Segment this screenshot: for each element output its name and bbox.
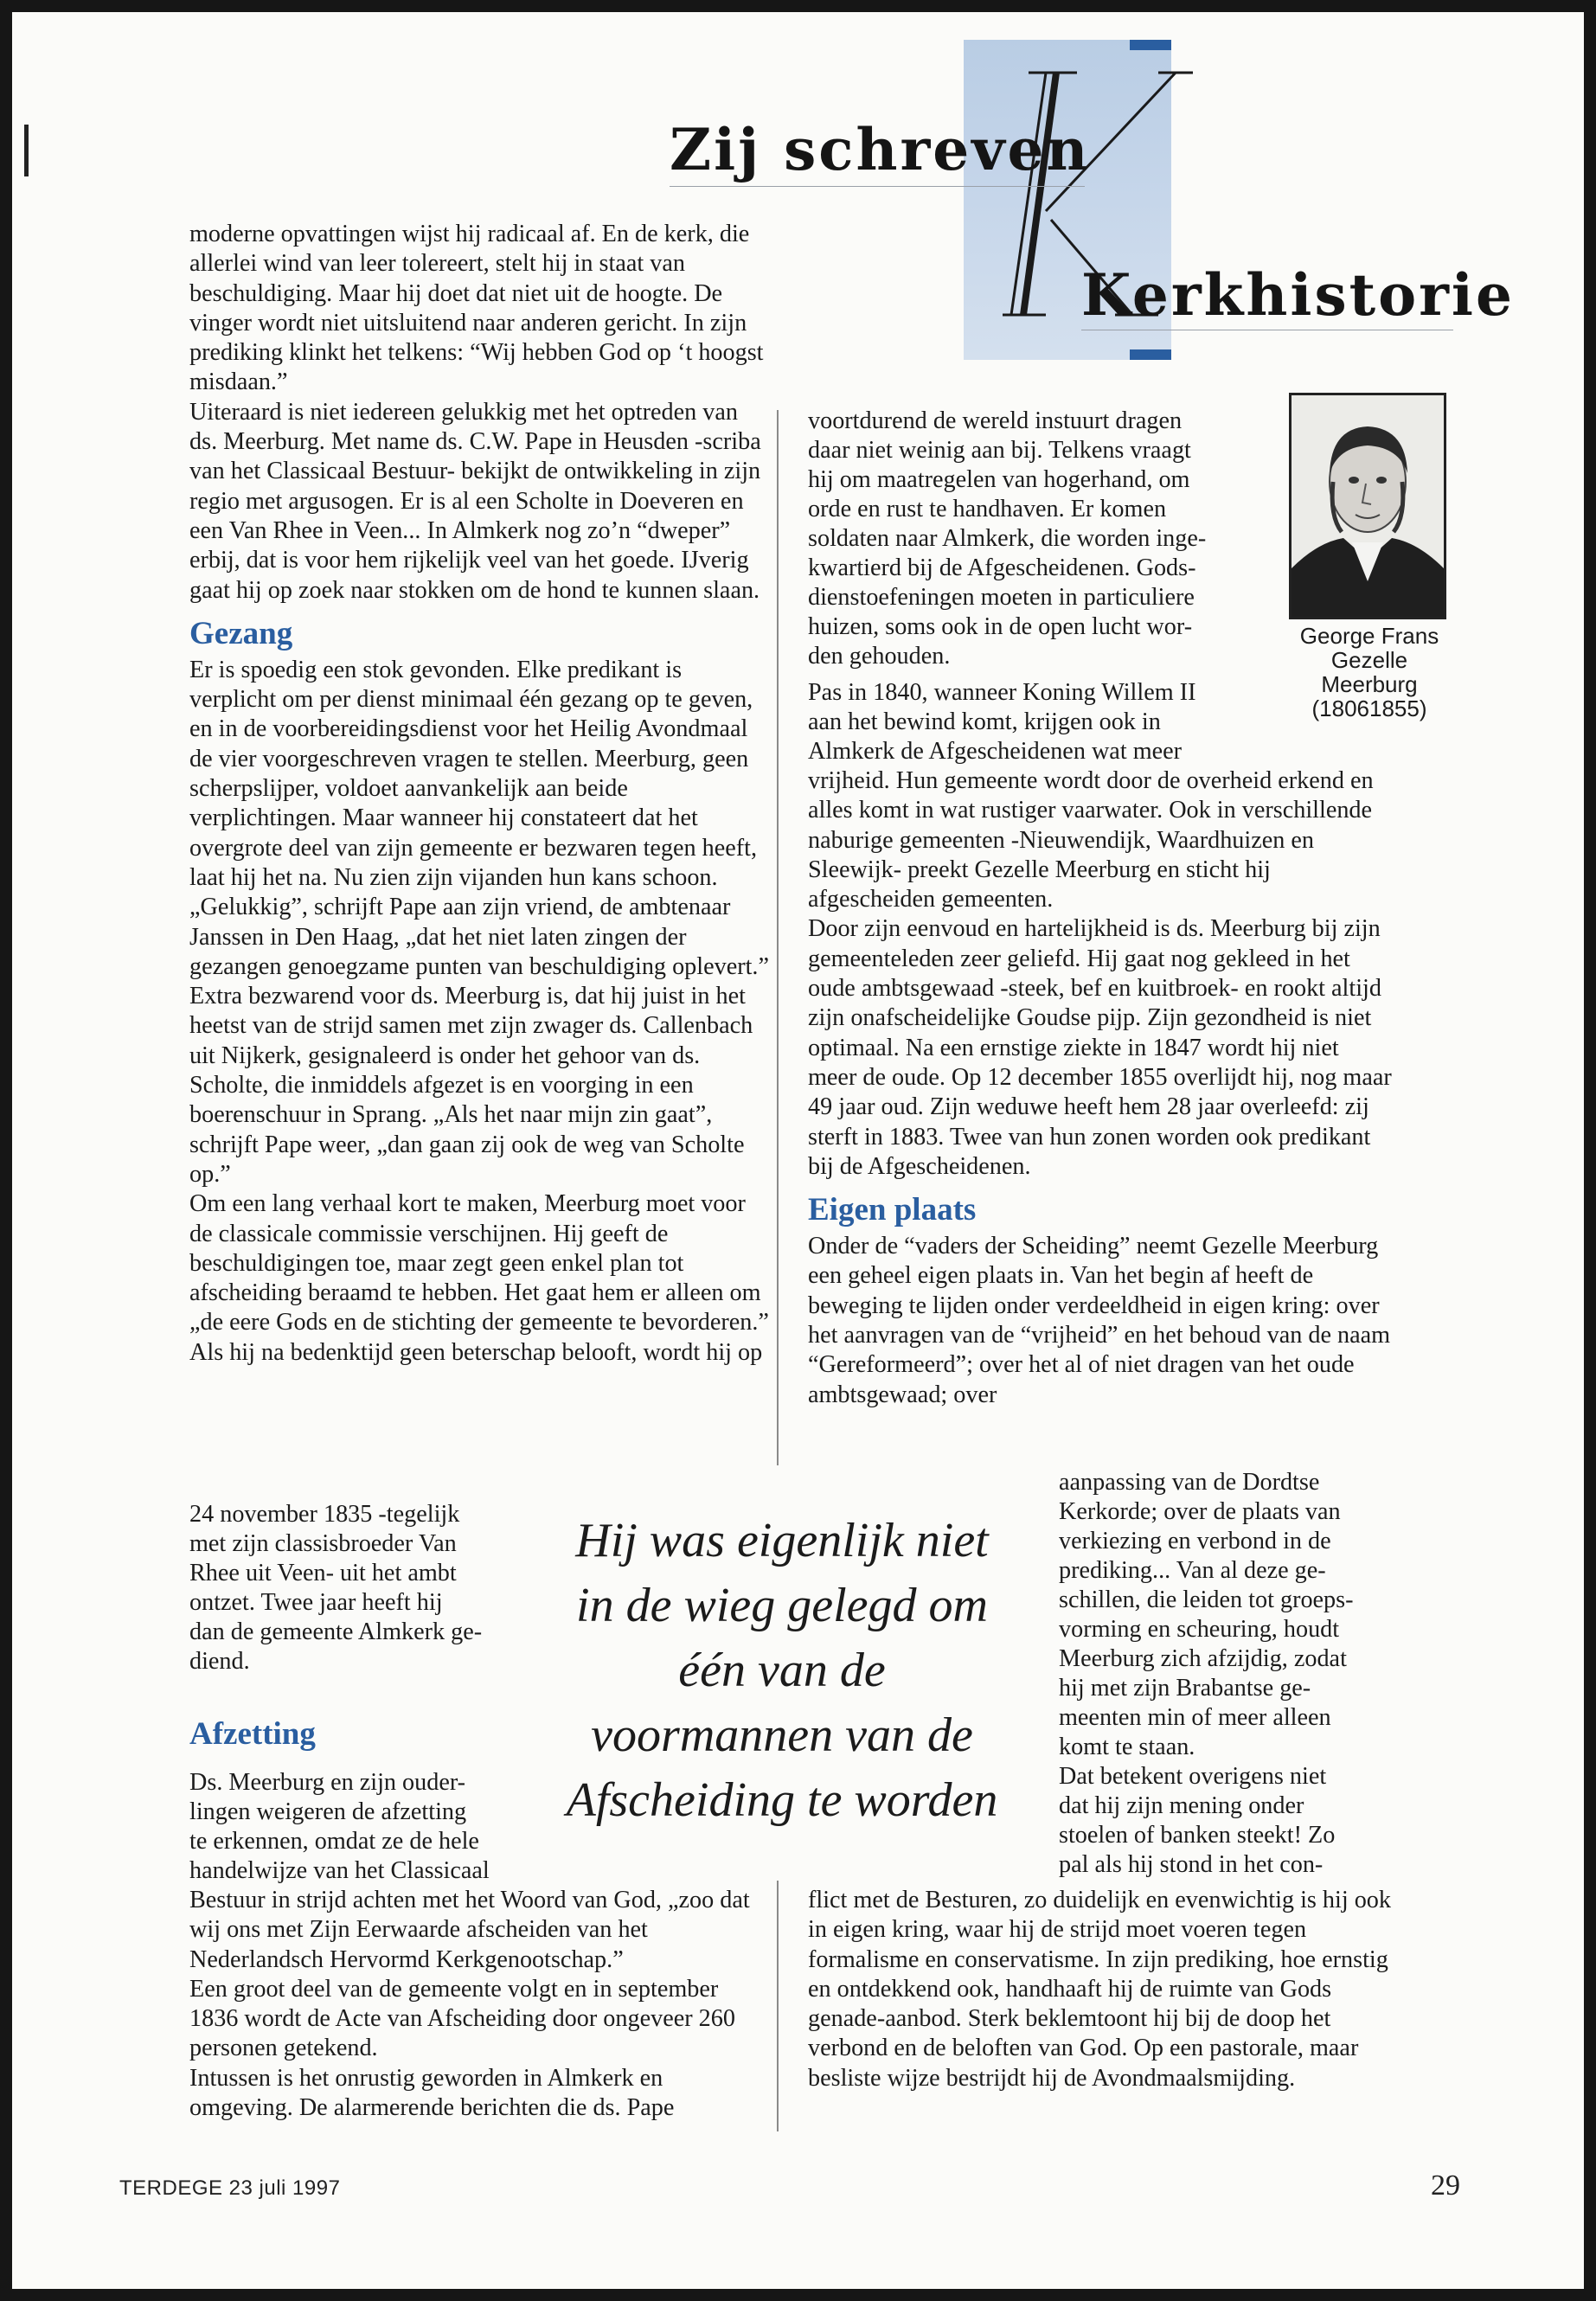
wrap-line: diend. bbox=[189, 1648, 250, 1675]
paragraph: Door zijn eenvoud en hartelijkheid is ds. Meerburg bij zijn gemeenteleden zeer geliefd. Hij gaat nog gekleed in het oude ambtsgewaad -steek, bef en kuitbroek- en rookt altijd zijn onafscheidelijke Goudse pijp. Zijn gezondheid is niet optimaal. Na een ernstige ziekte in 1847 wordt hij niet meer de oude. Op 12 december 1855 overlijdt hij, nog maar 49 jaar oud. Zijn weduwe heeft hem 28 jaar overleefd: zij sterft in 1883. Twee van hun zonen worden ook predikant bij de Afgescheidenen. bbox=[808, 915, 1392, 1180]
wrap-line: hij om maatregelen van hogerhand, om bbox=[808, 466, 1190, 493]
pull-quote-line: voormannen van de bbox=[591, 1708, 973, 1762]
edge-mark bbox=[24, 125, 29, 176]
wrap-line: Rhee uit Veen- uit het ambt bbox=[189, 1560, 457, 1586]
wrap-line: Meerburg zich afzijdig, zodat bbox=[1059, 1645, 1347, 1672]
caption-line: George Frans bbox=[1299, 623, 1439, 649]
wrap-line: komt te staan. bbox=[1059, 1734, 1195, 1760]
wrap-line: 24 november 1835 -tegelijk bbox=[189, 1501, 460, 1528]
wrap-line: daar niet weinig aan bij. Telkens vraagt bbox=[808, 437, 1191, 464]
column-right-lower bbox=[808, 1886, 1393, 2093]
wrap-line: Almkerk de Afgescheidenen wat meer bbox=[808, 738, 1183, 765]
footer-publication: TERDEGE 23 juli 1997 bbox=[119, 2176, 341, 2200]
paragraph: Intussen is het onrustig geworden in Almkerk en omgeving. De alarmerende berichten die ds. Pape bbox=[189, 2064, 675, 2122]
header-rule-top bbox=[670, 186, 1085, 187]
paragraph: Bestuur in strijd achten met het Woord van God, „zoo dat wij ons met Zijn Eerwaarde afscheiden van het Nederlandsch Hervormd Kerkgenootschap.” bbox=[189, 1887, 750, 1973]
wrap-line: verkiezing en verbond in de bbox=[1059, 1528, 1331, 1554]
portrait-image bbox=[1289, 393, 1446, 619]
portrait-caption bbox=[1277, 624, 1462, 721]
wrap-line: Dat betekent overigens niet bbox=[1059, 1763, 1327, 1790]
wrap-line: soldaten naar Almkerk, die worden inge- bbox=[808, 525, 1207, 552]
header-title-part1: Zij schreven bbox=[670, 116, 1091, 183]
column-divider bbox=[777, 410, 779, 1465]
paragraph: Een groot deel van de gemeente volgt en in september 1836 wordt de Acte van Afscheiding door ongeveer 260 personen getekend. bbox=[189, 1975, 735, 2062]
wrap-line: ontzet. Twee jaar heeft hij bbox=[189, 1589, 443, 1616]
wrap-line: dan de gemeente Almkerk ge- bbox=[189, 1618, 483, 1645]
pull-quote bbox=[531, 1509, 1033, 1833]
header-title-part2: Kerkhistorie bbox=[1081, 261, 1515, 329]
column-left-upper bbox=[189, 220, 769, 1368]
wrap-line: pal als hij stond in het con- bbox=[1059, 1851, 1324, 1878]
section-heading-gezang: Gezang bbox=[189, 615, 293, 651]
column-divider bbox=[777, 1881, 779, 2131]
wrap-line: aan het bewind komt, krijgen ook in bbox=[808, 708, 1161, 735]
header-accent-tab-top bbox=[1130, 40, 1171, 50]
paragraph: Uiteraard is niet iedereen gelukkig met het optreden van ds. Meerburg. Met name ds. C.W. Pape in Heusden -scriba van het Classicaal Bestuur- bekijkt de ontwikkeling in zijn regio met argusogen. Er is al een Scholte in Doeveren en een Van Rhee in Veen... In Almkerk nog zo’n “dweper” erbij, dat is voor hem rijkelijk veel van het goede. IJverig gaat hij op zoek naar stokken om de hond te kunnen slaan. bbox=[189, 398, 761, 604]
pull-quote-line: Hij was eigenlijk niet bbox=[575, 1514, 989, 1567]
wrap-line: met zijn classisbroeder Van bbox=[189, 1530, 457, 1557]
wrap-line: huizen, soms ook in de open lucht wor- bbox=[808, 613, 1193, 640]
wrap-line: hij met zijn Brabantse ge- bbox=[1059, 1675, 1311, 1702]
header-accent-tab-bottom bbox=[1130, 349, 1171, 360]
wrap-line: dienstoefeningen moeten in particuliere bbox=[808, 584, 1195, 611]
wrap-line: vorming en scheuring, houdt bbox=[1059, 1616, 1340, 1643]
wrap-line: handelwijze van het Classicaal bbox=[189, 1857, 490, 1884]
wrap-line: meenten min of meer alleen bbox=[1059, 1704, 1331, 1731]
paragraph: moderne opvattingen wijst hij radicaal af. En de kerk, die allerlei wind van leer tolereert, stelt hij in staat van beschuldiging. Maar hij doet dat niet uit de hoogte. De vinger wordt niet uitsluitend naar anderen gericht. In zijn prediking klinkt het telkens: “Wij hebben God op ‘t hoogst misdaan.” bbox=[189, 221, 764, 396]
caption-line: (18061855) bbox=[1311, 695, 1427, 721]
wrap-line: Pas in 1840, wanneer Koning Willem II bbox=[808, 679, 1196, 706]
pull-quote-line: Afscheiding te worden bbox=[566, 1773, 998, 1827]
paragraph: Er is spoedig een stok gevonden. Elke predikant is verplicht om per dienst minimaal één gezang op te geven, en in de voorbereidingsdienst voor het Heilig Avondmaal de vier voorgeschreven vragen te stellen. Meerburg, geen scherpslijper, voldoet aanvankelijk aan beide verplichtingen. Maar wanneer hij constateert dat het overgrote deel van zijn gemeente er bezwaren tegen heeft, laat hij het na. Nu zien zijn vijanden hun kans schoon. „Gelukkig”, schrijft Pape aan zijn vriend, de ambtenaar Janssen in Den Haag, „dat het niet laten zingen der gezangen genoegzame punten van beschuldiging oplevert.” bbox=[189, 656, 769, 980]
wrap-line: Kerkorde; over de plaats van bbox=[1059, 1498, 1341, 1525]
section-heading-afzetting: Afzetting bbox=[189, 1716, 316, 1752]
pull-quote-line: in de wieg gelegd om bbox=[576, 1579, 988, 1632]
column-left-lower bbox=[189, 1886, 769, 2123]
wrap-line: den gehouden. bbox=[808, 643, 951, 670]
pull-quote-line: één van de bbox=[678, 1644, 886, 1697]
paragraph: Onder de “vaders der Scheiding” neemt Gezelle Meerburg een geheel eigen plaats in. Van het begin af heeft de beweging te lijden onder verdeeldheid in eigen kring: over het aanvragen van de “vrijheid” en het behoud van de naam “Gereformeerd”; over het al of niet dragen van het oude ambtsgewaad; over bbox=[808, 1233, 1391, 1408]
wrap-line: schillen, die leiden tot groeps- bbox=[1059, 1586, 1354, 1613]
page-number: 29 bbox=[1431, 2170, 1460, 2202]
column-right-upper bbox=[808, 766, 1393, 1410]
wrap-line: voortdurend de wereld instuurt dragen bbox=[808, 407, 1183, 434]
paragraph: vrijheid. Hun gemeente wordt door de overheid erkend en alles komt in wat rustiger vaarwater. Ook in verschillende naburige gemeenten -Nieuwendijk, Waardhuizen en Sleewijk- preekt Gezelle Meerburg en sticht hij afgescheiden gemeenten. bbox=[808, 767, 1374, 913]
wrap-line: prediking... Van al deze ge- bbox=[1059, 1557, 1326, 1584]
portrait-drawing bbox=[1292, 395, 1444, 617]
paragraph: Om een lang verhaal kort te maken, Meerburg moet voor de classicale commissie verschijnen. Hij geeft de beschuldigingen toe, maar zegt geen enkel plan tot afscheiding beraamd te hebben. Het gaat hem er alleen om „de eere Gods en de stichting der gemeente te bevorderen.” Als hij na bedenktijd geen beterschap belooft, wordt hij op bbox=[189, 1190, 769, 1366]
paragraph: Extra bezwarend voor ds. Meerburg is, dat hij juist in het heetst van de strijd samen met zijn zwager ds. Callenbach uit Nijkerk, gesignaleerd is onder het gehoor van ds. Scholte, die inmiddels afgezet is en voorging in een boerenschuur in Sprang. „Als het naar mijn zin gaat”, schrijft Pape weer, „dan gaan zij ook de weg van Scholte op.” bbox=[189, 983, 753, 1188]
section-heading-eigen-plaats: Eigen plaats bbox=[808, 1192, 977, 1228]
caption-line: Gezelle bbox=[1330, 647, 1408, 673]
wrap-line: aanpassing van de Dordtse bbox=[1059, 1469, 1320, 1496]
wrap-line: dat hij zijn mening onder bbox=[1059, 1792, 1304, 1819]
paragraph: flict met de Besturen, zo duidelijk en evenwichtig is hij ook in eigen kring, waar hij de strijd moet voeren tegen formalisme en conservatisme. In zijn prediking, hoe ernstig en ontdekkend ook, handhaaft hij de ruimte van Gods genade-aanbod. Sterk beklemtoont hij bij de doop het verbond en de beloften van God. Op een pastorale, maar besliste wijze bestrijdt hij de Avondmaalsmijding. bbox=[808, 1887, 1391, 2092]
wrap-line: lingen weigeren de afzetting bbox=[189, 1798, 467, 1825]
wrap-line: kwartierd bij de Afgescheidenen. Gods- bbox=[808, 554, 1196, 581]
wrap-line: Ds. Meerburg en zijn ouder- bbox=[189, 1769, 466, 1796]
wrap-line: te erkennen, omdat ze de hele bbox=[189, 1828, 479, 1855]
caption-line: Meerburg bbox=[1321, 671, 1418, 697]
wrap-line: orde en rust te handhaven. Er komen bbox=[808, 496, 1167, 522]
wrap-line: stoelen of banken steekt! Zo bbox=[1059, 1822, 1336, 1849]
